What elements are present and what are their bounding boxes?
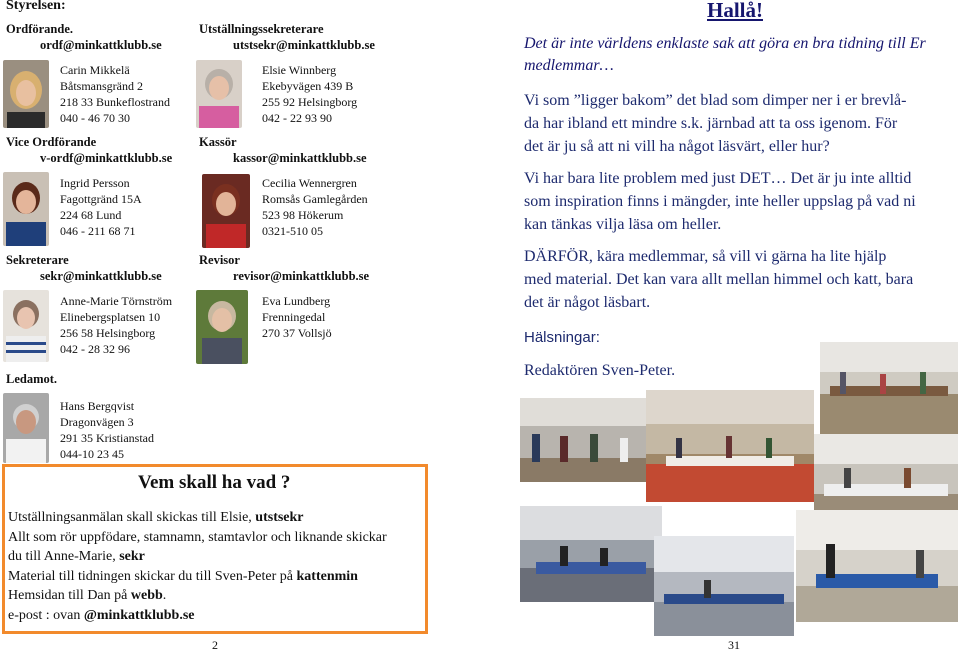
page-number-right: 31 xyxy=(728,638,740,652)
vem-text: Utställningsanmälan skall skickas till Elsie, utstsekr Allt som rör uppfödare, stamnamn, stamtavlor och liknande skickar du till Anne-Marie, sekr Material till tidningen skickar du till Sven-Peter på kattenmin Hemsidan till Dan på webb. e-post : ovan @minkattklubb.se xyxy=(8,510,387,623)
portrait-eva xyxy=(196,290,248,364)
paragraph-2: Vi har bara lite problem med just DET… Det är ju inte alltid som inspiration finns i mängder, inte heller uppslag på vad ni kan tänkas vilja läsa om heller. xyxy=(524,170,916,233)
kassor-email[interactable]: kassor@minkattklubb.se xyxy=(233,151,367,165)
photo-show-hall-5 xyxy=(520,506,662,602)
ordf-contact: Carin Mikkelä Båtsmansgränd 2 218 33 Bunkeflostrand 040 - 46 70 30 xyxy=(60,63,170,125)
portrait-cecilia xyxy=(202,174,250,248)
portrait-anne-marie xyxy=(3,290,49,362)
photo-show-hall-7 xyxy=(796,510,958,622)
ledamot-title: Ledamot. xyxy=(6,372,58,386)
paragraph-3: DÄRFÖR, kära medlemmar, så vill vi gärna ha lite hjälp med material. Det kan vara allt mellan himmel och katt, bara det är något läsbart. xyxy=(524,248,914,311)
portrait-hans xyxy=(3,393,49,463)
kassor-title: Kassör xyxy=(199,135,237,149)
vice-email[interactable]: v-ordf@minkattklubb.se xyxy=(40,151,173,165)
page-number-left: 2 xyxy=(212,638,218,652)
vem-heading: Vem skall ha vad ? xyxy=(138,472,291,493)
ordf-title: Ordförande. xyxy=(6,22,74,36)
vice-title: Vice Ordförande xyxy=(6,135,97,149)
hallo-heading: Hallå! xyxy=(707,0,763,22)
signature: Redaktören Sven-Peter. xyxy=(524,362,676,379)
utst-contact: Elsie Winnberg Ekebyvägen 439 B 255 92 Helsingborg 042 - 22 93 90 xyxy=(262,63,358,125)
utst-title: Utställningssekreterare xyxy=(199,22,324,36)
revisor-title: Revisor xyxy=(199,253,240,267)
sekr-email[interactable]: sekr@minkattklubb.se xyxy=(40,269,162,283)
photo-show-hall-3 xyxy=(646,390,814,502)
vice-contact: Ingrid Persson Fagottgränd 15A 224 68 Lund 046 - 211 68 71 xyxy=(60,176,142,238)
photo-show-hall-6 xyxy=(654,536,794,636)
paragraph-1: Vi som ”ligger bakom” det blad som dimper ner i er brevlå- da har ibland ett mindre s.k. järnbad att ta oss igenom. För det är ju så att ni vill ha något läsvärt, eller hur? xyxy=(524,92,907,155)
revisor-contact: Eva Lundberg Frenningedal 270 37 Vollsjö xyxy=(262,294,332,340)
portrait-elsie xyxy=(196,60,242,128)
sekr-title: Sekreterare xyxy=(6,253,69,267)
utst-email[interactable]: utstsekr@minkattklubb.se xyxy=(233,38,375,52)
photo-show-hall-1 xyxy=(820,342,958,434)
ledamot-contact: Hans Bergqvist Dragonvägen 3 291 35 Kristianstad 044-10 23 45 xyxy=(60,399,154,461)
photo-show-hall-2 xyxy=(520,398,646,482)
intro-text: Det är inte världens enklaste sak att göra en bra tidning till Er medlemmar… xyxy=(524,35,926,74)
portrait-carin xyxy=(3,60,49,128)
sekr-contact: Anne-Marie Törnström Elinebergsplatsen 10 256 58 Helsingborg 042 - 28 32 96 xyxy=(60,294,173,356)
board-heading: Styrelsen: xyxy=(6,0,66,13)
portrait-ingrid xyxy=(3,172,49,246)
kassor-contact: Cecilia Wennergren Romsås Gamlegården 523 98 Hökerum 0321-510 05 xyxy=(262,176,368,238)
greeting: Hälsningar: xyxy=(524,329,600,346)
ordf-email[interactable]: ordf@minkattklubb.se xyxy=(40,38,162,52)
revisor-email[interactable]: revisor@minkattklubb.se xyxy=(233,269,370,283)
